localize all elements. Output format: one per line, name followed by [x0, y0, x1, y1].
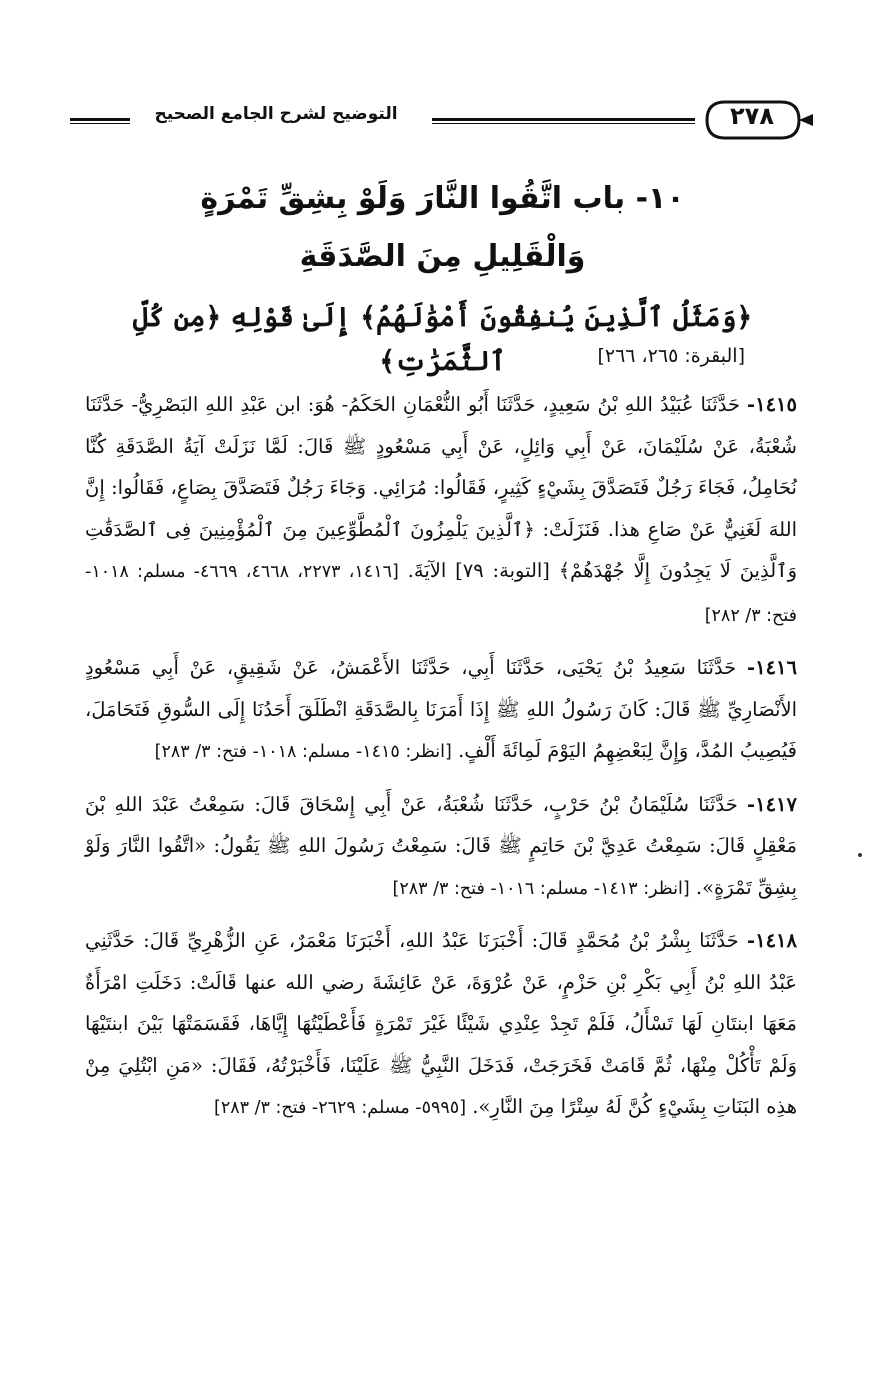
- hadith-text: حَدَّثَنَا عُبَيْدُ اللهِ بْنُ سَعِيدٍ، حَدَّثَنَا أَبُو النُّعْمَانِ الحَكَمُ- هُوَ: ابن عَبْدِ اللهِ البَصْرِيُّ- حَدَّثَنَا شُعْبَةُ، عَنْ سُلَيْمَانَ، عَنْ أَبِي وَائِلٍ، عَنْ أَبِي مَسْعُودٍ ﷺ قَالَ: لَمَّا نَزَلَتْ آيَةُ الصَّدَقَةِ كُنَّا نُحَامِلُ، فَجَاءَ رَجُلٌ فَتَصَدَّقَ بِشَيْءٍ كَثِيرٍ، فَقَالُوا: مُرَائِي. وَجَاءَ رَجُلٌ فَتَصَدَّقَ بِصَاعٍ، فَقَالُوا: إِنَّ اللهَ لَغَنِيٌّ عَنْ صَاعِ هذا. فَنَزَلَتْ: ﴿ٱلَّذِينَ يَلْمِزُونَ ٱلْمُطَّوِّعِينَ مِنَ ٱلْمُؤْمِنِينَ فِى ٱلصَّدَقَٰتِ وَٱلَّذِينَ لَا يَجِدُونَ إِلَّا جُهْدَهُمْ﴾ [التوبة: ٧٩] الآيَةَ.: [85, 393, 798, 582]
- chapter-title-line1: ١٠- باب اتَّقُوا النَّارَ وَلَوْ بِشِقِّ تَمْرَةٍ: [200, 181, 685, 216]
- quran-verse-reference: [البقرة: ٢٦٥، ٢٦٦]: [597, 345, 745, 367]
- header-rule-left: [70, 118, 130, 124]
- hadith-1416: [85, 647, 797, 774]
- chapter-heading: [70, 170, 815, 286]
- hadith-text: حَدَّثَنَا سُلَيْمَانُ بْنُ حَرْبٍ، حَدَّثَنَا شُعْبَةُ، عَنْ أَبِي إِسْحَاقَ قَالَ: سَمِعْتُ عَبْدَ اللهِ بْنَ مَعْقِلٍ قَالَ: سَمِعْتُ عَدِيَّ بْنَ حَاتِمٍ ﷺ قَالَ: سَمِعْتُ رَسُولَ اللهِ ﷺ يَقُولُ: «اتَّقُوا النَّارَ وَلَوْ بِشِقِّ تَمْرَةٍ».: [85, 792, 797, 899]
- hadith-text: حَدَّثَنَا بِشْرُ بْنُ مُحَمَّدٍ قَالَ: أَخْبَرَنَا عَبْدُ اللهِ، أَخْبَرَنَا مَعْمَرٌ، عَنِ الزُّهْرِيِّ قَالَ: حَدَّثَنِي عَبْدُ اللهِ بْنُ أَبِي بَكْرِ بْنِ حَزْمٍ، عَنْ عُرْوَةَ، عَنْ عَائِشَةَ رضي الله عنها قَالَتْ: دَخَلَتِ امْرَأَةٌ مَعَهَا ابنتَانِ لَهَا تَسْأَلُ، فَلَمْ تَجِدْ عِنْدِي شَيْئًا غَيْرَ تَمْرَةٍ فَأَعْطَيْتُهَا إِيَّاهَا، فَقَسَمَتْهَا بَيْنَ ابنتَيْهَا وَلَمْ تَأْكُلْ مِنْهَا، ثُمَّ قَامَتْ فَخَرَجَتْ، فَدَخَلَ النَّبِيُّ ﷺ عَلَيْنَا، فَأَخْبَرْتُهُ، فَقَالَ: «مَنِ ابْتُلِيَ مِنْ هذِه البَنَاتِ بِشَيْءٍ كُنَّ لَهُ سِتْرًا مِنَ النَّارِ».: [85, 929, 797, 1118]
- book-title: التوضيح لشرح الجامع الصحيح: [154, 104, 398, 124]
- chapter-title-line2: وَالْقَلِيلِ مِنَ الصَّدَقَةِ: [299, 239, 586, 274]
- hadith-1415: [85, 384, 797, 637]
- hadith-text: حَدَّثَنَا سَعِيدُ بْنُ يَحْيَى، حَدَّثَنَا أَبِي، حَدَّثَنَا الأَعْمَشُ، عَنْ شَقِيقٍ، عَنْ أَبِي مَسْعُودٍ الأَنْصَارِيِّ ﷺ قَالَ: كَانَ رَسُولُ اللهِ ﷺ إِذَا أَمَرَنَا بِالصَّدَقَةِ انْطَلَقَ أَحَدُنَا إِلَى السُّوقِ فَتَحَامَلَ، فَيُصِيبُ المُدَّ، وَإِنَّ لِبَعْضِهِمُ اليَوْمَ لَمِائَةَ أَلْفٍ.: [85, 656, 797, 762]
- hadith-body: [85, 384, 797, 1140]
- print-speck: [858, 853, 862, 857]
- hadith-reference: [١٤١٦، ٢٢٧٣، ٤٦٦٨، ٤٦٦٩- مسلم: ١٠١٨- فتح: ٣/ ٢٨٢]: [85, 562, 797, 626]
- hadith-reference: [انظر: ١٤١٥- مسلم: ١٠١٨- فتح: ٣/ ٢٨٣]: [154, 742, 452, 762]
- hadith-reference: [٥٩٩٥- مسلم: ٢٦٢٩- فتح: ٣/ ٢٨٣]: [214, 1098, 467, 1118]
- page-number: ٢٧٨: [730, 102, 774, 130]
- hadith-1417: [85, 784, 797, 911]
- hadith-1418: [85, 920, 797, 1130]
- header-rule-right: [432, 118, 695, 124]
- hadith-number: ١٤١٧-: [747, 792, 798, 816]
- quran-verse-heading: ﴿وَمَثَلُ ٱلَّذِينَ يُنفِقُونَ أَمْوَٰلَهُمُ﴾ إِلَىٰ قَوْلِهِ ﴿مِن كُلِّ ٱلثَّمَرَٰتِ﴾: [132, 302, 753, 377]
- hadith-reference: [انظر: ١٤١٣- مسلم: ١٠١٦- فتح: ٣/ ٢٨٣]: [392, 878, 690, 899]
- running-header: [70, 98, 815, 146]
- hadith-number: ١٤١٦-: [747, 656, 797, 679]
- hadith-number: ١٤١٨-: [747, 929, 797, 952]
- page-number-badge: [703, 98, 815, 142]
- hadith-number: ١٤١٥-: [747, 393, 797, 416]
